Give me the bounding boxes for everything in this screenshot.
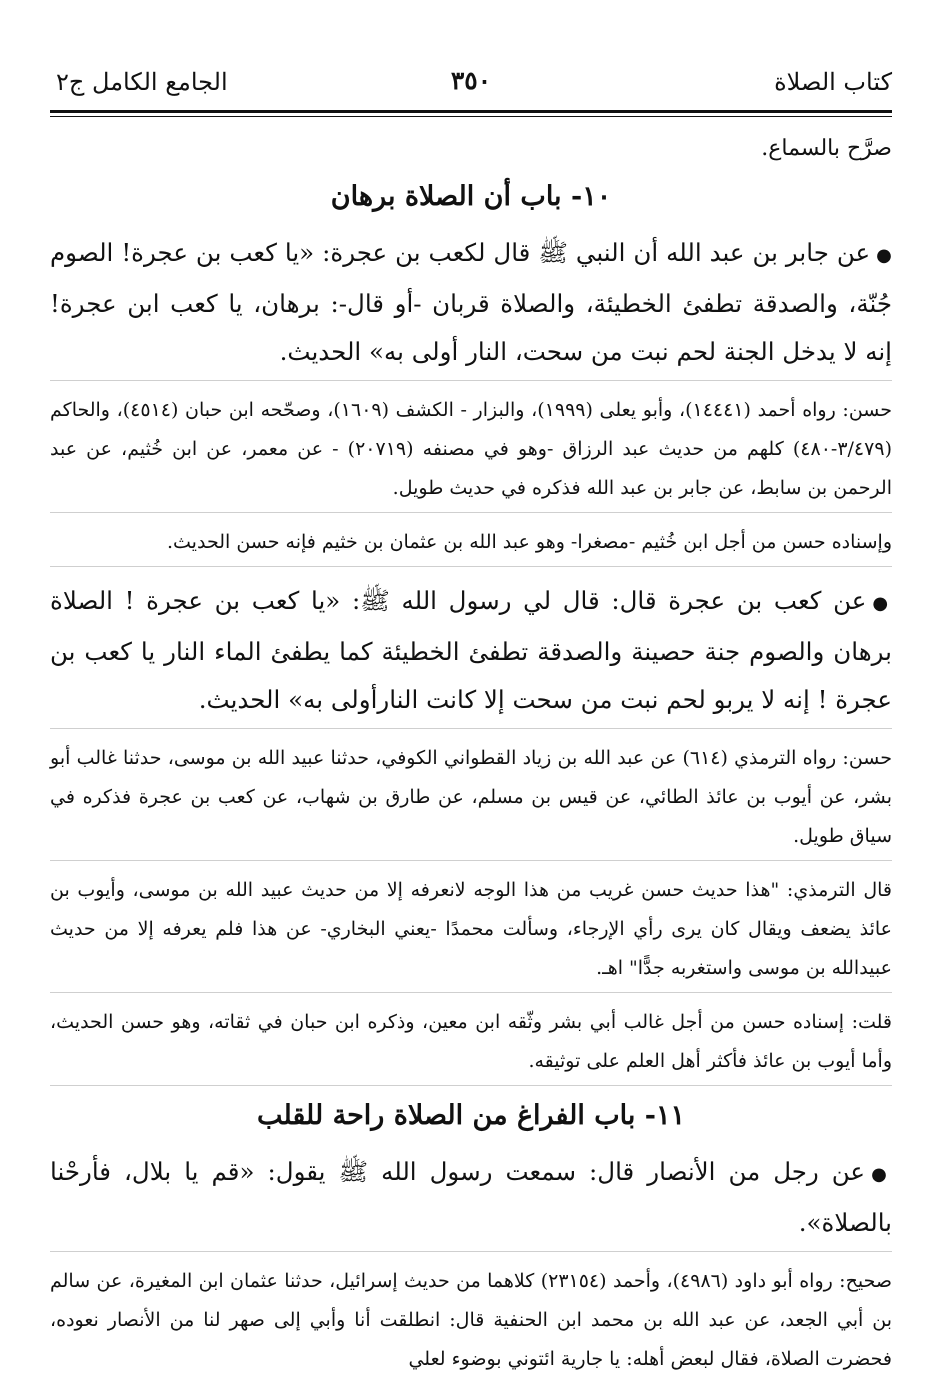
takhrij-ansari: صحيح: رواه أبو داود (٤٩٨٦)، وأحمد (٢٣١٥٤) كلاهما من حديث إسرائيل، حدثنا عثمان ابن المغيرة، عن سالم بن أبي الجعد، عن عبد الله بن محمد ابن الحنفية قال: انطلقت أنا وأبي إلى صهر لنا من الأنصار نعوده، فحضرت الصلاة، فقال لبعض أهله: يا جارية ائتوني بوضوء لعلي (50, 1270, 892, 1370)
bullet-icon: ● (876, 245, 892, 266)
hadith-ansari-text: عن رجل من الأنصار قال: سمعت رسول الله ﷺ يقول: «قم يا بلال، فأرحْنا بالصلاة». (50, 1157, 892, 1237)
bullet-icon: ● (872, 593, 892, 614)
hadith-jabir-text: عن جابر بن عبد الله أن النبي ﷺ قال لكعب بن عجرة: «يا كعب بن عجرة! الصوم جُنّة، والصدقة تطفئ الخطيئة، والصلاة قربان -أو قال-: برهان، يا كعب ابن عجرة! إنه لا يدخل الجنة لحم نبت من سحت، النار أولى به» الحديث. (50, 238, 892, 366)
header-book-title: الجامع الكامل ج٢ (56, 68, 228, 96)
continued-text: صرَّح بالسماع. (761, 136, 892, 161)
hadith-ansari (50, 1148, 892, 1252)
takhrij-jabir: حسن: رواه أحمد (١٤٤٤١)، وأبو يعلى (١٩٩٩)، والبزار - الكشف (١٦٠٩)، وصحّحه ابن حبان (٤٥١٤)، والحاكم (٣/٤٧٩-٤٨٠) كلهم من حديث عبد الرزاق -وهو في مصنفه (٢٠٧١٩) - عن معمر، عن ابن خُثيم، عن عبد الرحمن بن سابط، عن جابر بن عبد الله فذكره في حديث طويل. (50, 391, 892, 513)
chapter-10-title: ١٠- باب أن الصلاة برهان (330, 181, 612, 212)
bullet-icon: ● (871, 1164, 892, 1185)
takhrij-kaab: حسن: رواه الترمذي (٦١٤) عن عبد الله بن زياد القطواني الكوفي، حدثنا عبيد الله بن موسى، حدثنا غالب أبو بشر، عن أيوب بن عائذ الطائي، عن قيس بن مسلم، عن طارق بن شهاب، عن كعب بن عجرة فذكره في سياق طويل. (50, 739, 892, 861)
header-page-number: ٣٥٠ (450, 66, 492, 95)
isnad-comment-jabir: وإسناده حسن من أجل ابن خُثيم -مصغرا- وهو عبد الله بن عثمان بن خثيم فإنه حسن الحديث. (50, 523, 892, 567)
author-comment: قلت: إسناده حسن من أجل غالب أبي بشر وثّقه ابن معين، وذكره ابن حبان في ثقاته، وهو حسن الحديث، وأما أيوب بن عائذ فأكثر أهل العلم على توثيقه. (50, 1003, 892, 1086)
hadith-jabir (50, 229, 892, 381)
header-rule-thick (50, 110, 892, 113)
header-rule-thin (50, 116, 892, 117)
header-book-section: كتاب الصلاة (774, 68, 892, 96)
running-header (50, 60, 892, 104)
hadith-kaab-text: عن كعب بن عجرة قال: قال لي رسول الله ﷺ: «يا كعب بن عجرة ! الصلاة برهان والصوم جنة حصينة والصدقة تطفئ الخطيئة كما يطفئ الماء النار يا كعب بن عجرة ! إنه لا يربو لحم نبت من سحت إلا كانت النارأولى به» الحديث. (50, 586, 892, 714)
tirmidhi-comment: قال الترمذي: "هذا حديث حسن غريب من هذا الوجه لانعرفه إلا من حديث عبيد الله بن موسى، وأيوب بن عائذ يضعف ويقال كان يرى رأي الإرجاء، وسألت محمدًا -يعني البخاري- عن هذا فلم يعرفه إلا من حديث عبيدالله بن موسى واستغربه جدًّا" اهـ. (50, 871, 892, 993)
hadith-kaab (50, 577, 892, 729)
page-content (50, 131, 892, 1383)
book-page (50, 60, 892, 1393)
chapter-11-title: ١١- باب الفراغ من الصلاة راحة للقلب (256, 1100, 686, 1131)
